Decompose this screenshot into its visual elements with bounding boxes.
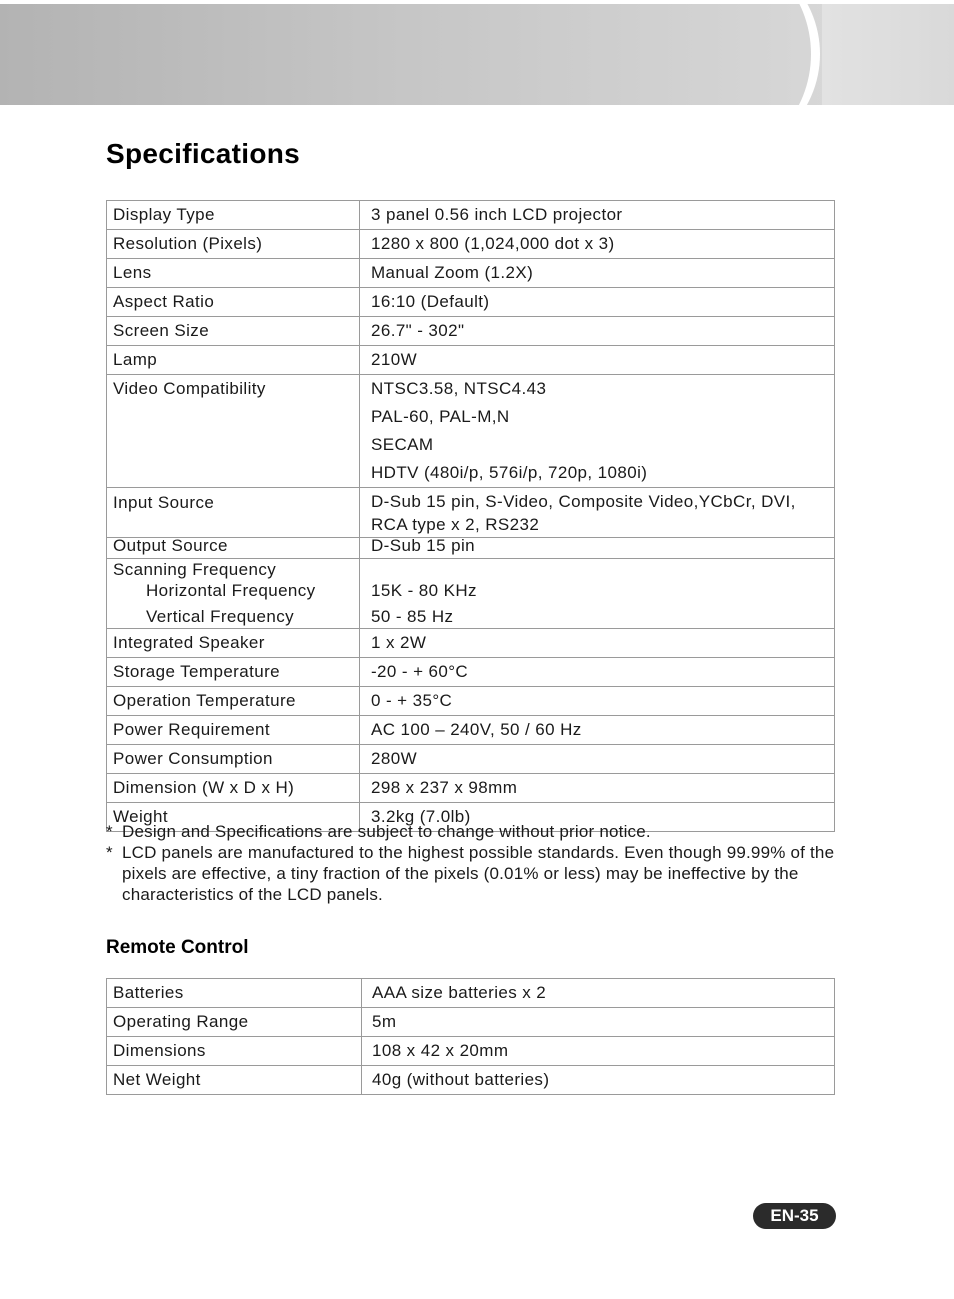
table-row: [107, 1066, 835, 1095]
spec-value-list: [360, 375, 835, 488]
spec-label: Screen Size: [107, 317, 360, 346]
spec-value: 108 x 42 x 20mm: [362, 1037, 835, 1066]
table-row: [107, 1037, 835, 1066]
video-standard: SECAM: [371, 435, 434, 454]
table-row-input-source: [107, 488, 835, 538]
spec-value-group: [360, 559, 835, 629]
spec-label: Operation Temperature: [107, 687, 360, 716]
spec-value: 210W: [360, 346, 835, 375]
horizontal-frequency-value: 15K - 80 KHz: [371, 581, 477, 600]
spec-label: Power Requirement: [107, 716, 360, 745]
header-arc-decoration: [590, 4, 820, 105]
spec-label: Output Source: [107, 538, 360, 559]
spec-label: Power Consumption: [107, 745, 360, 774]
spec-label: Display Type: [107, 201, 360, 230]
table-row-output-source: [107, 538, 835, 559]
table-row: [107, 658, 835, 687]
scanning-frequency-spacer: [371, 559, 834, 580]
footnote: [106, 821, 835, 842]
spec-label: Batteries: [107, 979, 362, 1008]
spec-label-group: [107, 559, 360, 629]
table-row: [107, 687, 835, 716]
spec-value: 26.7" - 302": [360, 317, 835, 346]
table-row: [107, 1008, 835, 1037]
spec-label: Storage Temperature: [107, 658, 360, 687]
footnote: [106, 842, 835, 905]
spec-label: Integrated Speaker: [107, 629, 360, 658]
spec-label: Operating Range: [107, 1008, 362, 1037]
header-banner: [0, 4, 954, 105]
spec-value-list: [360, 488, 835, 538]
page-number-badge: EN-35: [753, 1203, 836, 1229]
spec-value: 3.2kg (7.0lb): [360, 803, 835, 832]
specifications-table: [106, 200, 835, 832]
spec-label: Weight: [107, 803, 360, 832]
spec-value: 280W: [360, 745, 835, 774]
spec-value: -20 - + 60°C: [360, 658, 835, 687]
spec-label: Video Compatibility: [107, 375, 360, 488]
input-source-line: RCA type x 2, RS232: [371, 515, 540, 534]
table-row: [107, 979, 835, 1008]
table-row: [107, 716, 835, 745]
spec-value: 40g (without batteries): [362, 1066, 835, 1095]
spec-value: 1280 x 800 (1,024,000 dot x 3): [360, 230, 835, 259]
page-title: Specifications: [106, 138, 301, 169]
spec-value: Manual Zoom (1.2X): [360, 259, 835, 288]
horizontal-frequency-label: Horizontal Frequency: [146, 581, 316, 600]
spec-label: Net Weight: [107, 1066, 362, 1095]
table-row: [107, 745, 835, 774]
footnote-asterisk: *: [106, 822, 113, 841]
table-row-scanning-frequency: [107, 559, 835, 629]
remote-control-table: [106, 978, 835, 1095]
spec-label: Dimensions: [107, 1037, 362, 1066]
footnote-asterisk: *: [106, 843, 113, 862]
footnote-text: LCD panels are manufactured to the highest possible standards. Even though 99.99% of the pixels are effective, a tiny fraction of the pixels (0.01% or less) may be ineffective by the characteristics of the LCD panels.: [122, 843, 835, 904]
table-row: [107, 230, 835, 259]
table-row: [107, 288, 835, 317]
spec-label: Lens: [107, 259, 360, 288]
scanning-frequency-label: Scanning Frequency: [113, 560, 277, 579]
spec-value: AAA size batteries x 2: [362, 979, 835, 1008]
video-standard: HDTV (480i/p, 576i/p, 720p, 1080i): [371, 463, 648, 482]
table-row: [107, 201, 835, 230]
video-standard: NTSC3.58, NTSC4.43: [371, 379, 547, 398]
vertical-frequency-value: 50 - 85 Hz: [371, 607, 454, 626]
section-title-remote-control: Remote Control: [106, 937, 249, 958]
table-row: [107, 346, 835, 375]
spec-value: AC 100 – 240V, 50 / 60 Hz: [360, 716, 835, 745]
footnote-text: Design and Specifications are subject to change without prior notice.: [122, 822, 651, 841]
spec-label: Aspect Ratio: [107, 288, 360, 317]
table-row: [107, 629, 835, 658]
spec-value: 298 x 237 x 98mm: [360, 774, 835, 803]
spec-label: Lamp: [107, 346, 360, 375]
spec-value: 5m: [362, 1008, 835, 1037]
header-tail-decoration: [822, 4, 954, 105]
spec-value: 16:10 (Default): [360, 288, 835, 317]
footnotes: [106, 821, 835, 905]
spec-label: Resolution (Pixels): [107, 230, 360, 259]
input-source-line: D-Sub 15 pin, S-Video, Composite Video,YCbCr, DVI,: [371, 492, 796, 511]
table-row: [107, 317, 835, 346]
spec-value: 1 x 2W: [360, 629, 835, 658]
table-row-video-compatibility: [107, 375, 835, 488]
spec-label: Dimension (W x D x H): [107, 774, 360, 803]
spec-value: D-Sub 15 pin: [360, 538, 835, 559]
spec-label: Input Source: [107, 488, 360, 538]
table-row: [107, 259, 835, 288]
video-standard: PAL-60, PAL-M,N: [371, 407, 510, 426]
vertical-frequency-label: Vertical Frequency: [146, 607, 294, 626]
table-row: [107, 774, 835, 803]
spec-value: 3 panel 0.56 inch LCD projector: [360, 201, 835, 230]
spec-value: 0 - + 35°C: [360, 687, 835, 716]
